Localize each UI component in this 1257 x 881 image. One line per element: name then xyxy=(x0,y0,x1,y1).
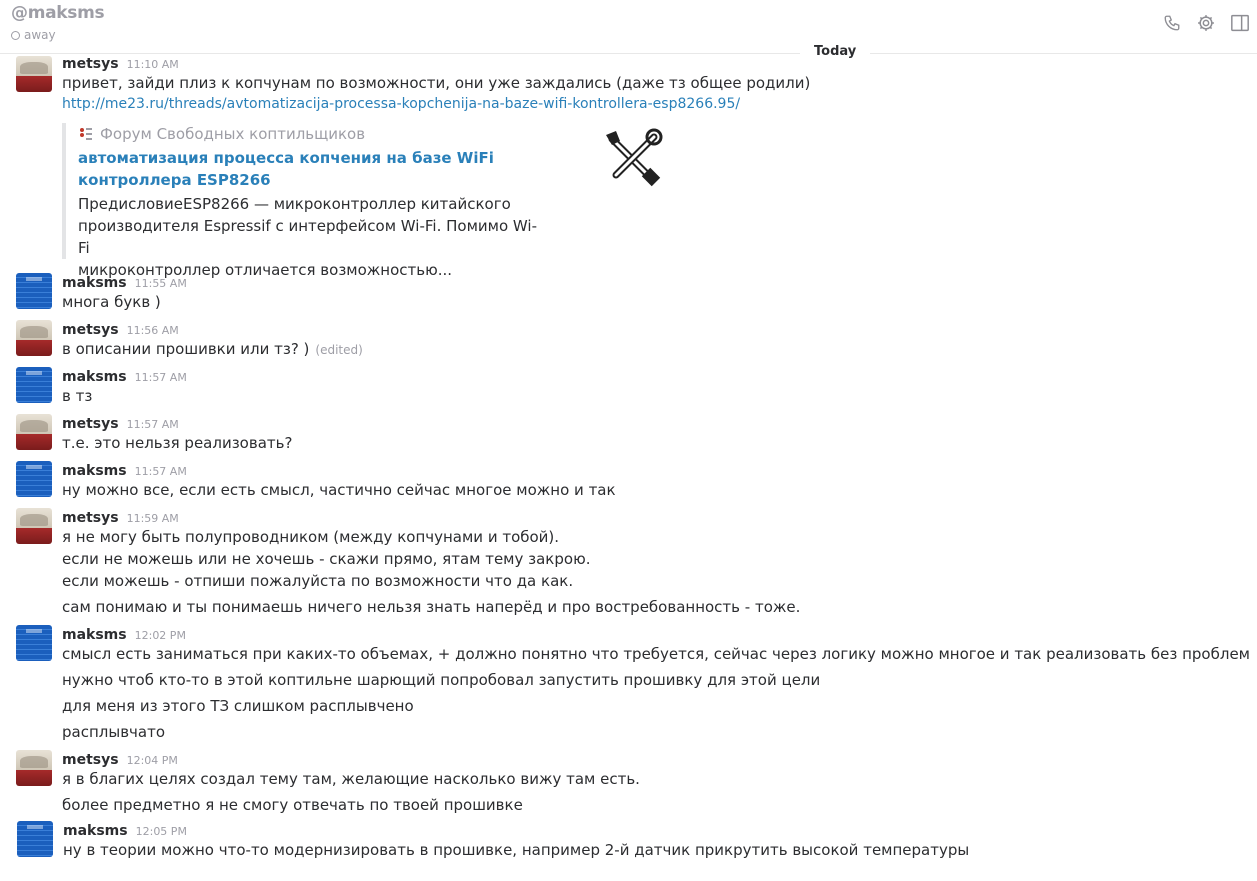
avatar[interactable] xyxy=(16,320,52,356)
message-text: ну можно все, если есть смысл, частично сейчас многое можно и так xyxy=(62,481,616,499)
message-text xyxy=(62,339,363,360)
preview-description xyxy=(78,193,548,281)
sender-name[interactable]: metsys xyxy=(62,752,119,768)
preview-title-line[interactable]: автоматизация процесса копчения на базе WiFi xyxy=(78,149,494,167)
message-meta xyxy=(62,56,179,72)
message-meta xyxy=(62,510,179,526)
message-text: многа букв ) xyxy=(62,293,161,311)
timestamp[interactable]: 12:02 PM xyxy=(134,629,186,642)
preview-text-line: микроконтроллер отличается возможностью... xyxy=(78,261,453,279)
message-text: т.е. это нельзя реализовать? xyxy=(62,434,293,452)
message-text: я не могу быть полупроводником (между копчунами и тобой). xyxy=(62,528,560,546)
message-meta xyxy=(62,752,178,768)
avatar[interactable] xyxy=(16,461,52,497)
sender-name[interactable]: maksms xyxy=(62,369,127,385)
preview-service-name: Форум Свободных коптильщиков xyxy=(100,125,366,143)
message-text: в тз xyxy=(62,387,93,405)
message-meta xyxy=(62,322,179,338)
message-text: более предметно я не смогу отвечать по твоей прошивке xyxy=(62,796,523,814)
sender-name[interactable]: maksms xyxy=(63,823,128,839)
sender-name[interactable]: maksms xyxy=(62,463,127,479)
edited-label: (edited) xyxy=(315,343,363,357)
timestamp[interactable]: 11:57 AM xyxy=(134,465,187,478)
sender-name[interactable]: maksms xyxy=(62,275,127,291)
avatar[interactable] xyxy=(16,273,52,309)
sender-name[interactable]: metsys xyxy=(62,322,119,338)
sender-name[interactable]: metsys xyxy=(62,510,119,526)
message-meta xyxy=(62,369,187,385)
timestamp[interactable]: 12:05 PM xyxy=(135,825,187,838)
preview-service xyxy=(78,125,365,143)
channel-title[interactable]: @maksms xyxy=(11,3,105,23)
timestamp[interactable]: 11:10 AM xyxy=(126,58,179,71)
avatar[interactable] xyxy=(16,414,52,450)
presence-dot-icon xyxy=(11,31,20,40)
link-preview xyxy=(62,123,682,279)
avatar[interactable] xyxy=(16,508,52,544)
preview-text-line: производителя Espressif с интерфейсом Wi-Fi. Помимо Wi-Fi xyxy=(78,217,537,257)
message-link[interactable]: http://me23.ru/threads/avtomatizacija-processa-kopchenija-na-baze-wifi-kontrollera-esp8266.95/ xyxy=(62,96,741,112)
forum-favicon-icon xyxy=(78,126,94,142)
timestamp[interactable]: 11:57 AM xyxy=(134,371,187,384)
avatar[interactable] xyxy=(16,367,52,403)
presence-label: away xyxy=(24,28,56,42)
message-text: нужно чтоб кто-то в этой коптильне шарющий попробовал запустить прошивку для этой цели xyxy=(62,671,821,689)
sidebar-toggle-icon[interactable] xyxy=(1229,12,1251,34)
sender-name[interactable]: maksms xyxy=(62,627,127,643)
message-meta xyxy=(62,627,186,643)
avatar[interactable] xyxy=(16,750,52,786)
sender-name[interactable]: metsys xyxy=(62,56,119,72)
message-meta xyxy=(62,463,187,479)
day-divider: Today xyxy=(800,44,870,59)
timestamp[interactable]: 11:57 AM xyxy=(126,418,179,431)
message-meta xyxy=(62,275,187,291)
message-text: расплывчато xyxy=(62,723,166,741)
avatar[interactable] xyxy=(16,625,52,661)
header-actions xyxy=(1161,12,1251,34)
message-text: ну в теории можно что-то модернизировать в прошивке, например 2-й датчик прикрутить высокой температуры xyxy=(63,841,970,859)
timestamp[interactable]: 11:55 AM xyxy=(134,277,187,290)
preview-title[interactable] xyxy=(78,147,508,191)
message-meta xyxy=(63,823,187,839)
preview-title-line[interactable]: контроллера ESP8266 xyxy=(78,171,271,189)
message-meta xyxy=(62,416,179,432)
presence-status xyxy=(11,28,56,42)
tools-thumbnail-icon[interactable] xyxy=(602,127,666,187)
message-text: привет, зайди плиз к копчунам по возможности, они уже заждались (даже тз общее родили) xyxy=(62,74,811,92)
message-text: сам понимаю и ты понимаешь ничего нельзя знать наперёд и про востребованность - тоже. xyxy=(62,598,801,616)
message-text: смысл есть заниматься при каких-то объемах, + должно понятно что требуется, сейчас через логику можно многое и так реализовать без проблем xyxy=(62,645,1250,663)
avatar[interactable] xyxy=(16,56,52,92)
message-text: я в благих целях создал тему там, желающие насколько вижу там есть. xyxy=(62,770,640,788)
message-text: для меня из этого ТЗ слишком расплывчено xyxy=(62,697,414,715)
message-text: если можешь - отпиши пожалуйста по возможности что да как. xyxy=(62,572,574,590)
message-text: если не можешь или не хочешь - скажи прямо, ятам тему закрою. xyxy=(62,550,591,568)
avatar[interactable] xyxy=(17,821,53,857)
channel-header xyxy=(0,0,1257,54)
gear-icon[interactable] xyxy=(1195,12,1217,34)
timestamp[interactable]: 11:59 AM xyxy=(126,512,179,525)
message-text-content: в описании прошивки или тз? ) xyxy=(62,340,310,358)
timestamp[interactable]: 11:56 AM xyxy=(126,324,179,337)
phone-icon[interactable] xyxy=(1161,12,1183,34)
sender-name[interactable]: metsys xyxy=(62,416,119,432)
timestamp[interactable]: 12:04 PM xyxy=(126,754,178,767)
preview-text-line: ПредисловиеESP8266 — микроконтроллер китайского xyxy=(78,195,511,213)
